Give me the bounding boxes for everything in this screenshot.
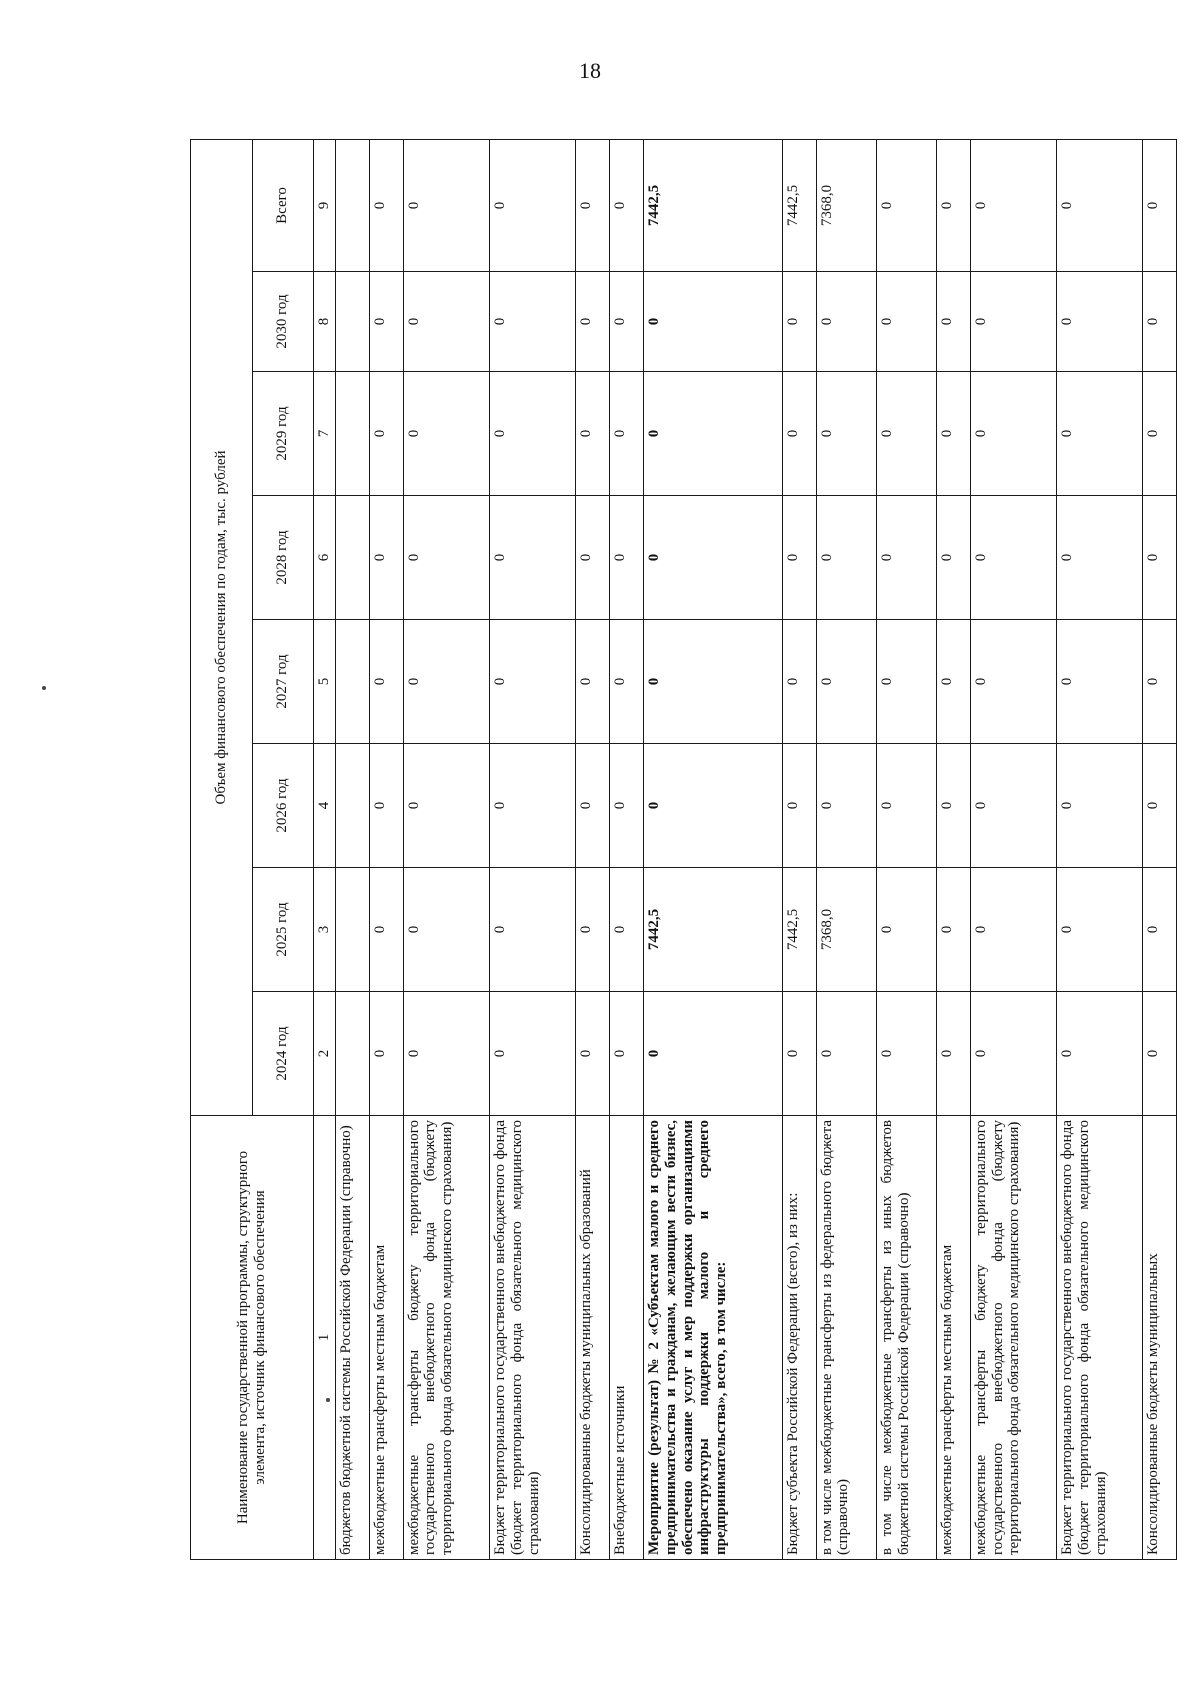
column-index: 6 [314,496,336,620]
year-value: 0 [782,620,816,744]
year-header: 2028 год [252,496,314,620]
year-value: 0 [576,272,610,372]
year-value: 0 [970,272,1056,372]
year-header: 2027 год [252,620,314,744]
column-index: 7 [314,372,336,496]
year-value: 0 [403,744,489,868]
year-value: 0 [876,496,936,620]
year-value [335,868,369,992]
year-value: 0 [1057,496,1143,620]
year-value: 0 [936,272,970,372]
year-value: 0 [644,620,783,744]
table-row [403,139,489,1559]
funding-source-name: Бюджет субъекта Российской Федерации (всего), из них: [782,1116,816,1560]
header-row-1 [191,139,253,1559]
year-value: 0 [970,620,1056,744]
funding-source-name: межбюджетные трансферты местным бюджетам [936,1116,970,1560]
year-value: 0 [576,992,610,1116]
year-value: 0 [369,868,403,992]
year-value: 0 [1143,496,1177,620]
total-value: 7442,5 [782,139,816,271]
year-value: 0 [936,496,970,620]
year-value: 0 [610,620,644,744]
year-value: 0 [816,372,876,496]
table-row [1143,139,1177,1559]
year-value: 0 [369,992,403,1116]
year-value: 0 [816,744,876,868]
total-header: Всего [252,139,314,271]
total-value: 0 [369,139,403,271]
year-value [335,992,369,1116]
name-column-header: Наименование государственной программы, структурного элемента, источник финансового обеспечения [191,1116,314,1560]
table-row [369,139,403,1559]
year-value: 0 [1143,620,1177,744]
year-value: 0 [1143,868,1177,992]
funding-source-name: в том числе межбюджетные трансферты из федерального бюджета (справочно) [816,1116,876,1560]
year-value [335,372,369,496]
year-value: 0 [970,372,1056,496]
year-value: 0 [403,272,489,372]
table-row [644,139,783,1559]
total-value: 7368,0 [816,139,876,271]
year-value: 0 [610,496,644,620]
year-value: 0 [1057,372,1143,496]
funding-source-name: межбюджетные трансферты бюджету территориального государственного внебюджетного фонда (бюджету территориального фонда обязательного медицинского страхования) [970,1116,1056,1560]
funding-source-name: Внебюджетные источники [610,1116,644,1560]
year-value: 0 [576,372,610,496]
column-index: 1 [314,1116,336,1560]
year-value: 0 [610,992,644,1116]
year-value: 0 [970,992,1056,1116]
year-value: 0 [644,744,783,868]
year-header: 2026 год [252,744,314,868]
year-value: 0 [816,992,876,1116]
funding-source-name: Бюджет территориального государственного внебюджетного фонда (бюджет территориального фонда обязательного медицинского страхования) [1057,1116,1143,1560]
year-value: 0 [489,496,575,620]
table-row [876,139,936,1559]
year-header: 2030 год [252,272,314,372]
rotated-table-container [190,140,1162,1560]
table-row [1057,139,1143,1559]
year-value: 0 [403,620,489,744]
year-value: 0 [403,372,489,496]
scan-speck [42,686,46,690]
column-index-row [314,139,336,1559]
year-value: 7368,0 [816,868,876,992]
year-value: 0 [576,496,610,620]
total-value: 0 [936,139,970,271]
column-index: 5 [314,620,336,744]
total-value: 0 [610,139,644,271]
year-value: 0 [489,272,575,372]
year-value: 0 [782,372,816,496]
year-value: 0 [610,744,644,868]
year-value: 0 [644,992,783,1116]
table-row [782,139,816,1559]
year-value [335,620,369,744]
year-value: 0 [876,272,936,372]
total-value: 0 [876,139,936,271]
year-value: 0 [489,992,575,1116]
year-value: 0 [936,992,970,1116]
year-value: 0 [610,372,644,496]
year-value: 0 [1057,620,1143,744]
year-value [335,272,369,372]
table-row [970,139,1056,1559]
year-value: 0 [782,744,816,868]
year-value: 0 [816,620,876,744]
total-value: 0 [1143,139,1177,271]
year-value: 0 [1143,992,1177,1116]
year-value: 0 [970,868,1056,992]
year-value: 0 [876,992,936,1116]
year-value: 0 [644,272,783,372]
funding-source-name: межбюджетные трансферты бюджету территориального государственного внебюджетного фонда (бюджету территориального фонда обязательного медицинского страхования) [403,1116,489,1560]
year-value: 0 [1057,744,1143,868]
total-value: 0 [489,139,575,271]
funding-source-name: Бюджет территориального государственного внебюджетного фонда (бюджет территориального фонда обязательного медицинского страхования) [489,1116,575,1560]
year-value: 0 [576,868,610,992]
year-value: 0 [403,496,489,620]
table-row [816,139,876,1559]
financing-table [190,139,1177,1560]
table-row [489,139,575,1559]
funding-source-name: бюджетов бюджетной системы Российской Федерации (справочно) [335,1116,369,1560]
column-index: 9 [314,139,336,271]
table-body [335,139,1177,1559]
year-value: 0 [876,620,936,744]
year-value: 0 [970,744,1056,868]
year-value: 0 [876,744,936,868]
year-value: 0 [369,272,403,372]
year-value: 7442,5 [782,868,816,992]
table-row [936,139,970,1559]
year-value: 0 [644,372,783,496]
year-value: 0 [970,496,1056,620]
year-header: 2024 год [252,992,314,1116]
year-value: 0 [489,744,575,868]
year-value: 0 [644,496,783,620]
year-value: 0 [782,272,816,372]
year-value: 0 [1057,868,1143,992]
total-value: 0 [403,139,489,271]
year-value: 0 [369,744,403,868]
year-value: 0 [610,272,644,372]
funding-source-name: в том числе межбюджетные трансферты из иных бюджетов бюджетной системы Российской Федерации (справочно) [876,1116,936,1560]
year-value: 0 [1143,272,1177,372]
year-value: 0 [403,992,489,1116]
year-value: 0 [576,620,610,744]
column-index: 8 [314,272,336,372]
year-value: 0 [489,868,575,992]
year-value [335,744,369,868]
total-value: 0 [970,139,1056,271]
funding-source-name: Консолидированные бюджеты муниципальных образований [576,1116,610,1560]
year-value: 0 [610,868,644,992]
year-value [335,496,369,620]
total-value: 7442,5 [644,139,783,271]
page-number: 18 [579,58,601,83]
year-value: 0 [1143,372,1177,496]
table-row [576,139,610,1559]
funding-source-name: Консолидированные бюджеты муниципальных [1143,1116,1177,1560]
year-value: 0 [816,496,876,620]
funding-source-name: межбюджетные трансферты местным бюджетам [369,1116,403,1560]
year-value: 0 [489,620,575,744]
year-value: 0 [936,744,970,868]
year-value: 0 [936,620,970,744]
volume-group-header: Объем финансового обеспечения по годам, тыс. рублей [191,139,253,1115]
year-value: 0 [369,496,403,620]
column-index: 2 [314,992,336,1116]
column-index: 3 [314,868,336,992]
year-value: 0 [876,868,936,992]
year-value: 0 [489,372,575,496]
table-row [610,139,644,1559]
year-value: 0 [1057,272,1143,372]
year-value: 0 [1143,744,1177,868]
year-value: 0 [1057,992,1143,1116]
year-value: 7442,5 [644,868,783,992]
year-value: 0 [369,620,403,744]
total-value: 0 [1057,139,1143,271]
year-value: 0 [816,272,876,372]
year-value: 0 [936,868,970,992]
year-value: 0 [369,372,403,496]
year-header: 2029 год [252,372,314,496]
total-value: 0 [576,139,610,271]
year-value: 0 [936,372,970,496]
year-value: 0 [576,744,610,868]
year-value: 0 [403,868,489,992]
funding-source-name: Мероприятие (результат) № 2 «Субъектам малого и среднего предпринимательства и гражданам, желающим вести бизнес, обеспечено оказание услуг и мер поддержки организациями инфраструктуры поддержки малого и среднего предпринимательства», всего, в том числе: [644,1116,783,1560]
year-value: 0 [782,992,816,1116]
table-row [335,139,369,1559]
year-value: 0 [782,496,816,620]
total-value [335,139,369,271]
year-value: 0 [876,372,936,496]
year-header: 2025 год [252,868,314,992]
column-index: 4 [314,744,336,868]
